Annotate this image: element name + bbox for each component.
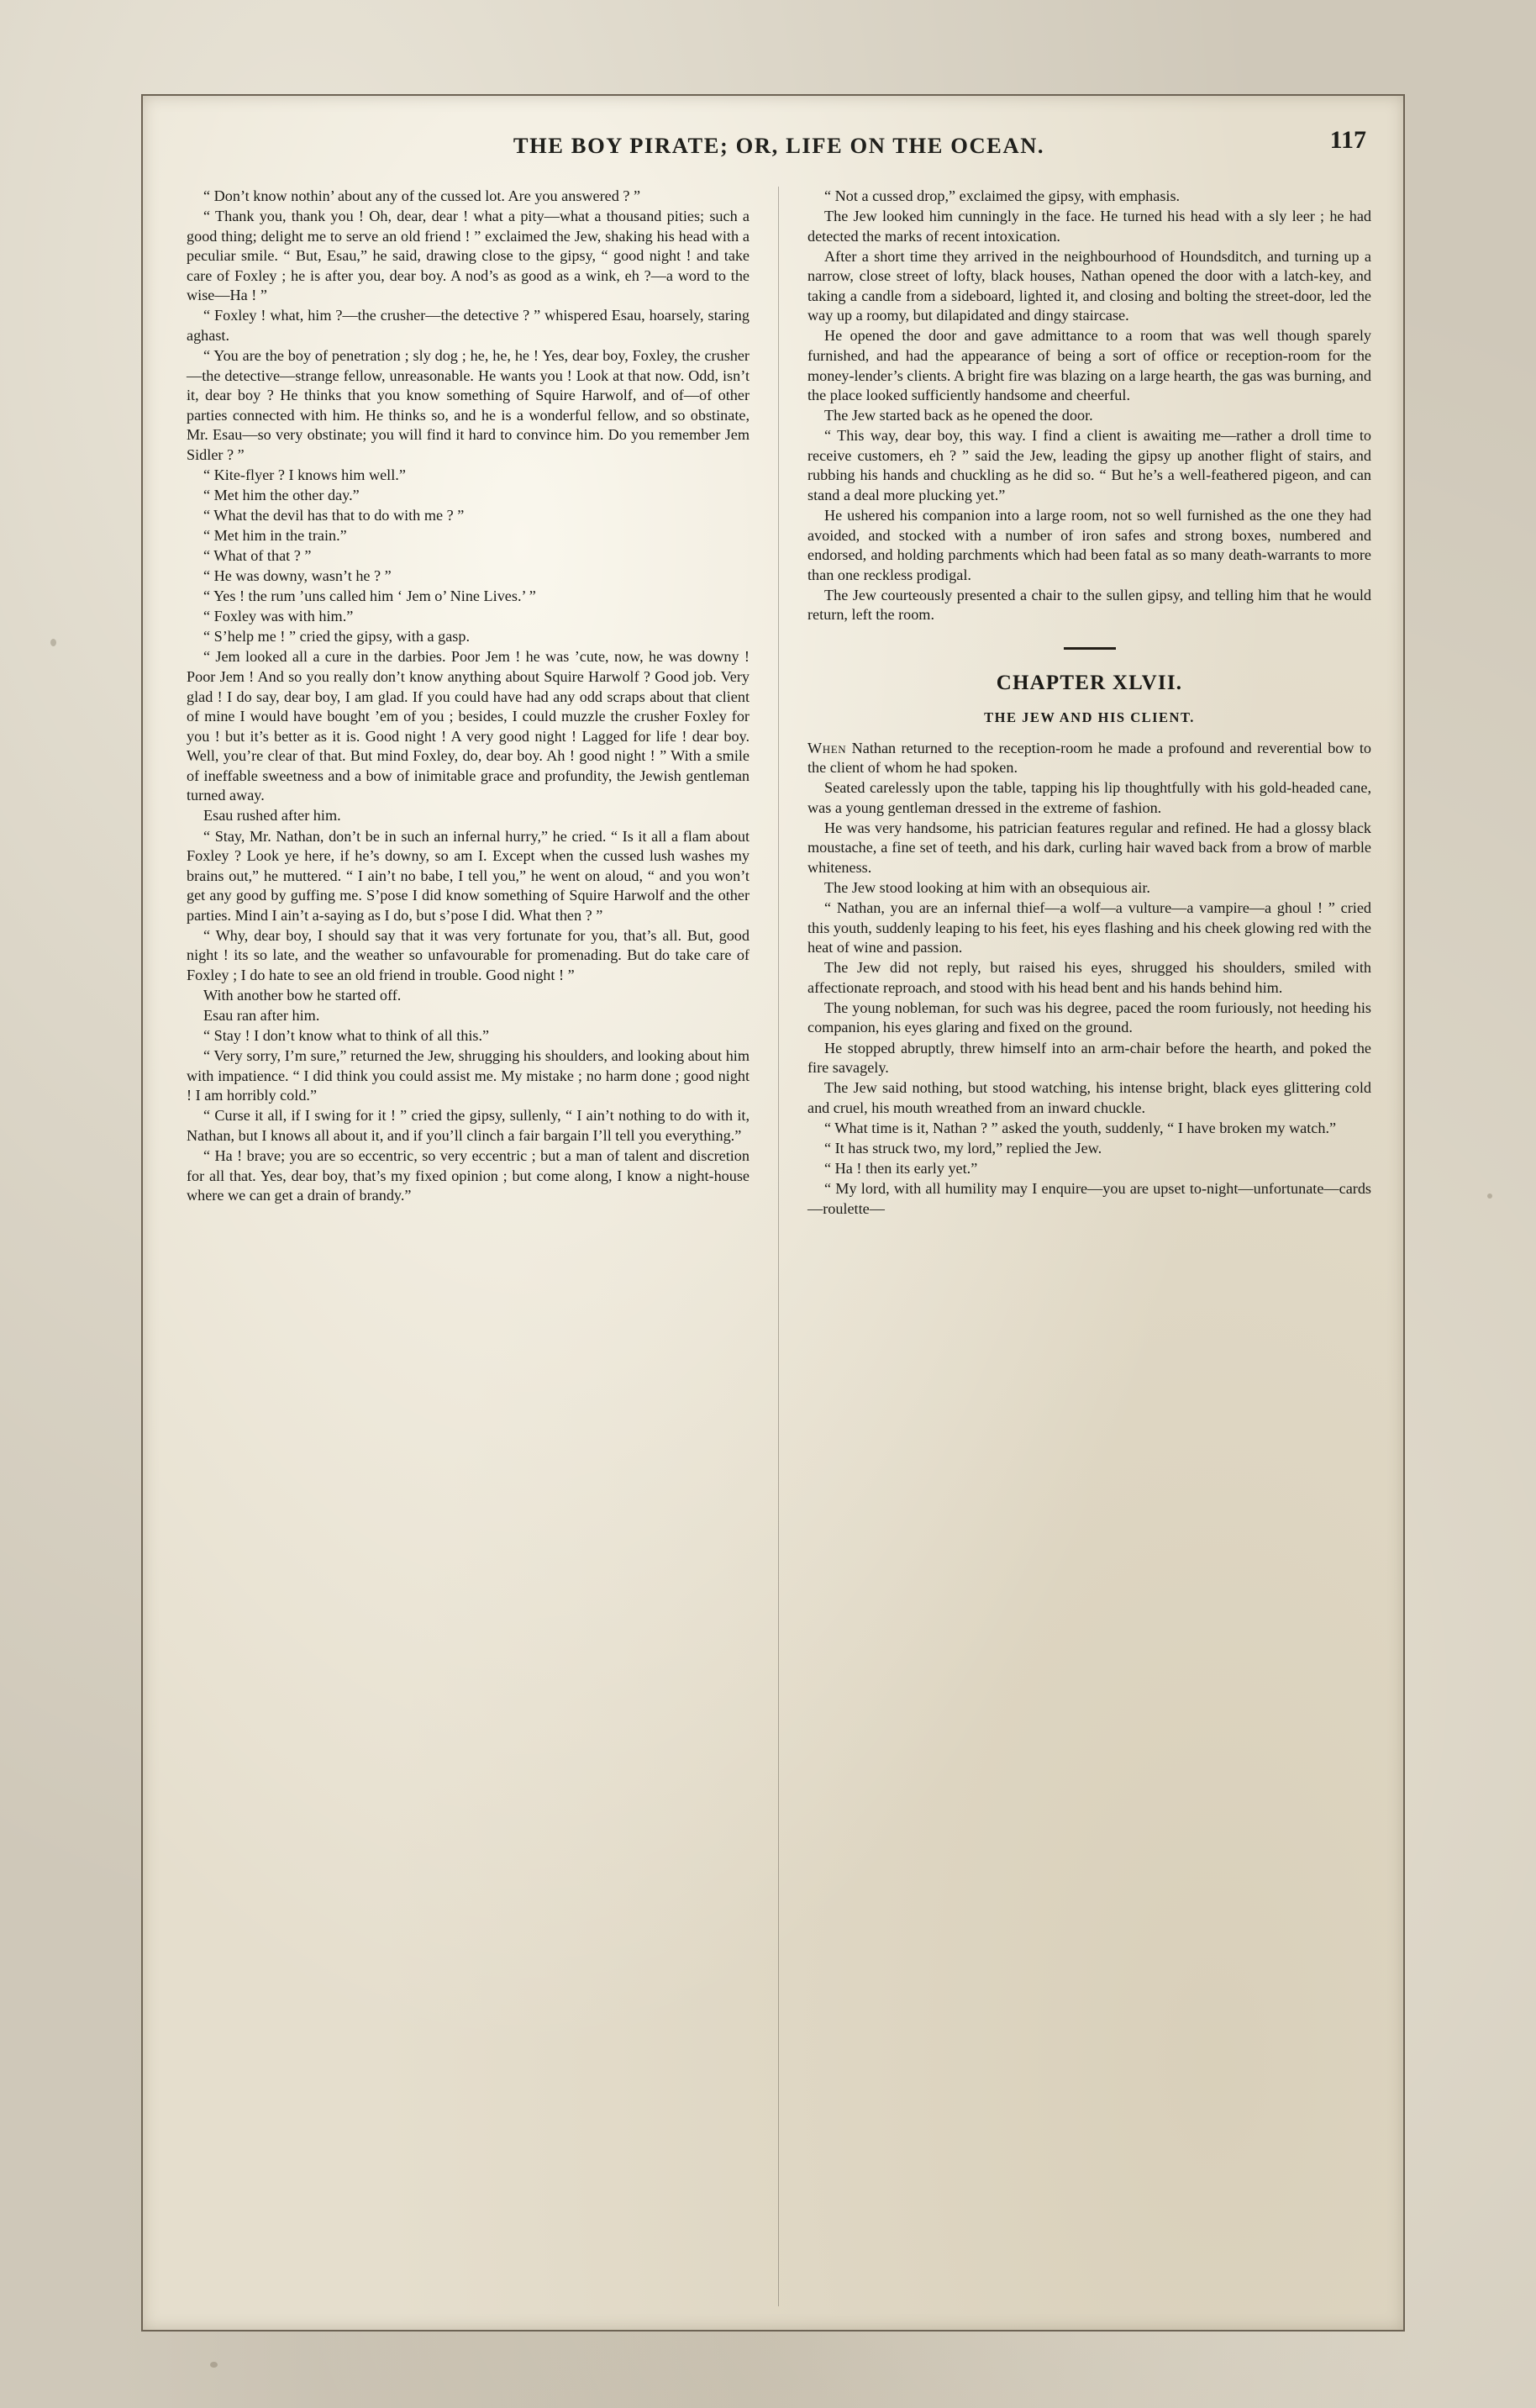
section-divider-rule xyxy=(1064,647,1116,650)
paragraph: “ Stay, Mr. Nathan, don’t be in such an infernal hurry,” he cried. “ Is it all a flam about Foxley ? Look ye here, if he’s downy, so am I. Except when the cussed lush washes my brains out,” he muttered. “ I ain’t no babe, I tell you,” he went on aloud, “ and you won’t get any good by guffing me. S’pose I did know something of Squire Harwolf and the other parties. Mind I ain’t a-saying as I do, but s’pose I did. What then ? ” xyxy=(187,827,750,924)
running-head: THE BOY PIRATE; OR, LIFE ON THE OCEAN. xyxy=(513,133,1045,158)
paragraph: Seated carelessly upon the table, tapping his lip thoughtfully with his gold-headed cane, was a young gentleman dressed in the extreme of fashion. xyxy=(807,779,1371,816)
paragraph: After a short time they arrived in the neighbourhood of Houndsditch, and turning up a narrow, close street of lofty, black houses, Nathan opened the door with a latch-key, and taking a candle from a sideboard, lighted it, and closing and bolting the street-door, led the way up a roomy, but dilapidated and dingy staircase. xyxy=(807,247,1371,324)
paragraph: “ Foxley ! what, him ?—the crusher—the detective ? ” whispered Esau, hoarsely, staring aghast. xyxy=(187,307,750,344)
paragraph: He ushered his companion into a large room, not so well furnished as the one they had avoided, and stocked with a number of iron safes and strong boxes, numbered and endorsed, and holding parchments which had been fatal as so many death-warrants to more than one reckless prodigal. xyxy=(807,507,1371,583)
paragraph: The Jew started back as he opened the door. xyxy=(824,407,1093,424)
paragraph: “ What of that ? ” xyxy=(203,547,312,565)
page-number: 117 xyxy=(1329,126,1366,154)
paragraph: He opened the door and gave admittance to a room that was well though sparely furnished, and had the appearance of being a sort of office or reception-room for the money-lender’s clients. A bright fire was blazing on a large hearth, the gas was burning, and the place looked sufficiently handsome and cheerful. xyxy=(807,327,1371,404)
paragraph: “ Jem looked all a cure in the darbies. Poor Jem ! he was ’cute, now, he was downy ! Poor Jem ! And so you really don’t know anything about Squire Harwolf ? Good job. Very glad ! I do say, dear boy, I am glad. If you could have had any odd scraps about that client of mine I would have bought ’em of you ; besides, I could muzzle the crusher Foxley for you ! but it’s better as it is. Good night ! A very good night ! Lagged for life ! dear boy. Well, you’re clear of that. But mind Foxley, do, dear boy. Ah ! good night ! ” With a smile of ineffable sweetness and a bow of inimitable grace and profundity, the Jewish gentleman turned away. xyxy=(187,648,750,804)
paragraph: “ Kite-flyer ? I knows him well.” xyxy=(203,466,406,483)
paragraph: The Jew courteously presented a chair to the sullen gipsy, and telling him that he would return, left the room. xyxy=(807,586,1371,624)
paragraph: When Nathan returned to the reception-room he made a profound and reverential bow to the client of whom he had spoken. xyxy=(807,739,1371,777)
paragraph: “ He was downy, wasn’t he ? ” xyxy=(203,567,392,585)
paragraph: “ Why, dear boy, I should say that it was very fortunate for you, that’s all. But, good night ! its so late, and the weather so unfavourable for promenading. But do take care of Foxley ; I do hate to see an old friend in trouble. Good night ! ” xyxy=(187,926,750,983)
paragraph: The Jew said nothing, but stood watching, his intense bright, black eyes glittering cold and cruel, his mouth wreathed from an inward chuckle. xyxy=(807,1079,1371,1116)
paragraph: The Jew did not reply, but raised his eyes, shrugged his shoulders, smiled with affectionate reproach, and stood with his head bent and his hands behind him. xyxy=(807,959,1371,996)
paragraph: “ Don’t know nothin’ about any of the cussed lot. Are you answered ? ” xyxy=(203,187,641,204)
paragraph: “ Foxley was with him.” xyxy=(203,608,354,625)
paragraph: The Jew stood looking at him with an obsequious air. xyxy=(824,879,1150,897)
paragraph: “ Yes ! the rum ’uns called him ‘ Jem o’ Nine Lives.’ ” xyxy=(203,588,536,605)
paragraph: “ S’help me ! ” cried the gipsy, with a gasp. xyxy=(203,628,471,645)
paragraph: “ What the devil has that to do with me ? ” xyxy=(203,507,465,524)
page-header xyxy=(187,124,1371,180)
paragraph: “ Nathan, you are an infernal thief—a wolf—a vulture—a vampire—a ghoul ! ” cried this youth, suddenly leaping to his feet, his eyes flashing and his cheek glowing red with the heat of wine and passion. xyxy=(807,899,1371,956)
paragraph: “ Thank you, thank you ! Oh, dear, dear ! what a pity—what a thousand pities; such a good thing; delight me to serve an old friend ! ” exclaimed the Jew, shaking his head with a peculiar smile. “ But, Esau,” he said, drawing close to the gipsy, “ good night ! and take care of Foxley ; he is after you, dear boy. A nod’s as good as a wink, eh ?—a word to the wise—Ha ! ” xyxy=(187,208,750,304)
paragraph: “ Stay ! I don’t know what to think of all this.” xyxy=(203,1027,490,1045)
paragraph: “ This way, dear boy, this way. I find a client is awaiting me—rather a droll time to receive customers, eh ? ” said the Jew, leading the gipsy up another flight of stairs, and rubbing his hands and chuckling as he did so. “ But he’s a well-feathered pigeon, and can stand a deal more plucking yet.” xyxy=(807,427,1371,503)
paragraph: “ Very sorry, I’m sure,” returned the Jew, shrugging his shoulders, and looking about him with impatience. “ I did think you could assist me. My mistake ; no harm done ; good night ! I am horribly cold.” xyxy=(187,1047,750,1104)
paragraph: “ Met him in the train.” xyxy=(203,527,347,545)
paragraph: Esau ran after him. xyxy=(203,1007,320,1025)
paragraph: “ Met him the other day.” xyxy=(203,486,360,503)
small-caps-lead-word: When xyxy=(807,739,847,756)
two-column-body xyxy=(187,187,1371,2306)
page-inner xyxy=(187,124,1371,2306)
paragraph: “ Curse it all, if I swing for it ! ” cried the gipsy, sullenly, “ I ain’t nothing to do with it, Nathan, but I knows all about it, and if you’ll clinch a fair bargain I’ll tell you everything.” xyxy=(187,1107,750,1144)
paragraph: “ Ha ! brave; you are so eccentric, so very eccentric ; but a man of talent and discretion for all that. Yes, dear boy, that’s my fixed opinion ; but come along, I know a night-house where we can get a drain of brandy.” xyxy=(187,1147,750,1204)
paragraph: Esau rushed after him. xyxy=(203,807,341,825)
chapter-heading: CHAPTER XLVII. xyxy=(996,671,1183,694)
paper-speck xyxy=(50,639,56,646)
paper-speck xyxy=(210,2362,218,2368)
paragraph: “ What time is it, Nathan ? ” asked the youth, suddenly, “ I have broken my watch.” xyxy=(824,1119,1337,1136)
paragraph: The Jew looked him cunningly in the face. He turned his head with a sly leer ; he had detected the marks of recent intoxication. xyxy=(807,208,1371,245)
paper-speck xyxy=(1487,1193,1492,1199)
paragraph: The young nobleman, for such was his degree, paced the room furiously, not heeding his companion, his eyes glaring and fixed on the ground. xyxy=(807,999,1371,1036)
paragraph: He was very handsome, his patrician features regular and refined. He had a glossy black moustache, a fine set of teeth, and his dark, curling hair waved back from a brow of marble whiteness. xyxy=(807,819,1371,876)
page-plate xyxy=(141,94,1405,2332)
paragraph: With another bow he started off. xyxy=(203,987,402,1004)
chapter-subtitle: THE JEW AND HIS CLIENT. xyxy=(984,709,1195,726)
paragraph: “ My lord, with all humility may I enquire—you are upset to-night—unfortunate—cards—roulette— xyxy=(807,1179,1371,1217)
paragraph: “ Ha ! then its early yet.” xyxy=(824,1159,978,1177)
paragraph: “ It has struck two, my lord,” replied the Jew. xyxy=(824,1139,1102,1157)
right-column xyxy=(779,187,1371,2306)
paragraph: “ Not a cussed drop,” exclaimed the gipsy, with emphasis. xyxy=(824,187,1181,204)
paragraph: He stopped abruptly, threw himself into an arm-chair before the hearth, and poked the fire savagely. xyxy=(807,1039,1371,1077)
left-column xyxy=(187,187,779,2306)
paragraph: “ You are the boy of penetration ; sly dog ; he, he, he ! Yes, dear boy, Foxley, the crusher—the detective—strange fellow, unreasonable. He wants you ! Look at that now. Odd, isn’t it, dear boy ? He thinks that you know something of Squire Harwolf, and of—of other parties connected with him. He thinks so, and he is a wonderful fellow, and so obstinate, Mr. Esau—so very obstinate; you will find it hard to convince him. Do you remember Jem Sidler ? ” xyxy=(187,347,750,463)
